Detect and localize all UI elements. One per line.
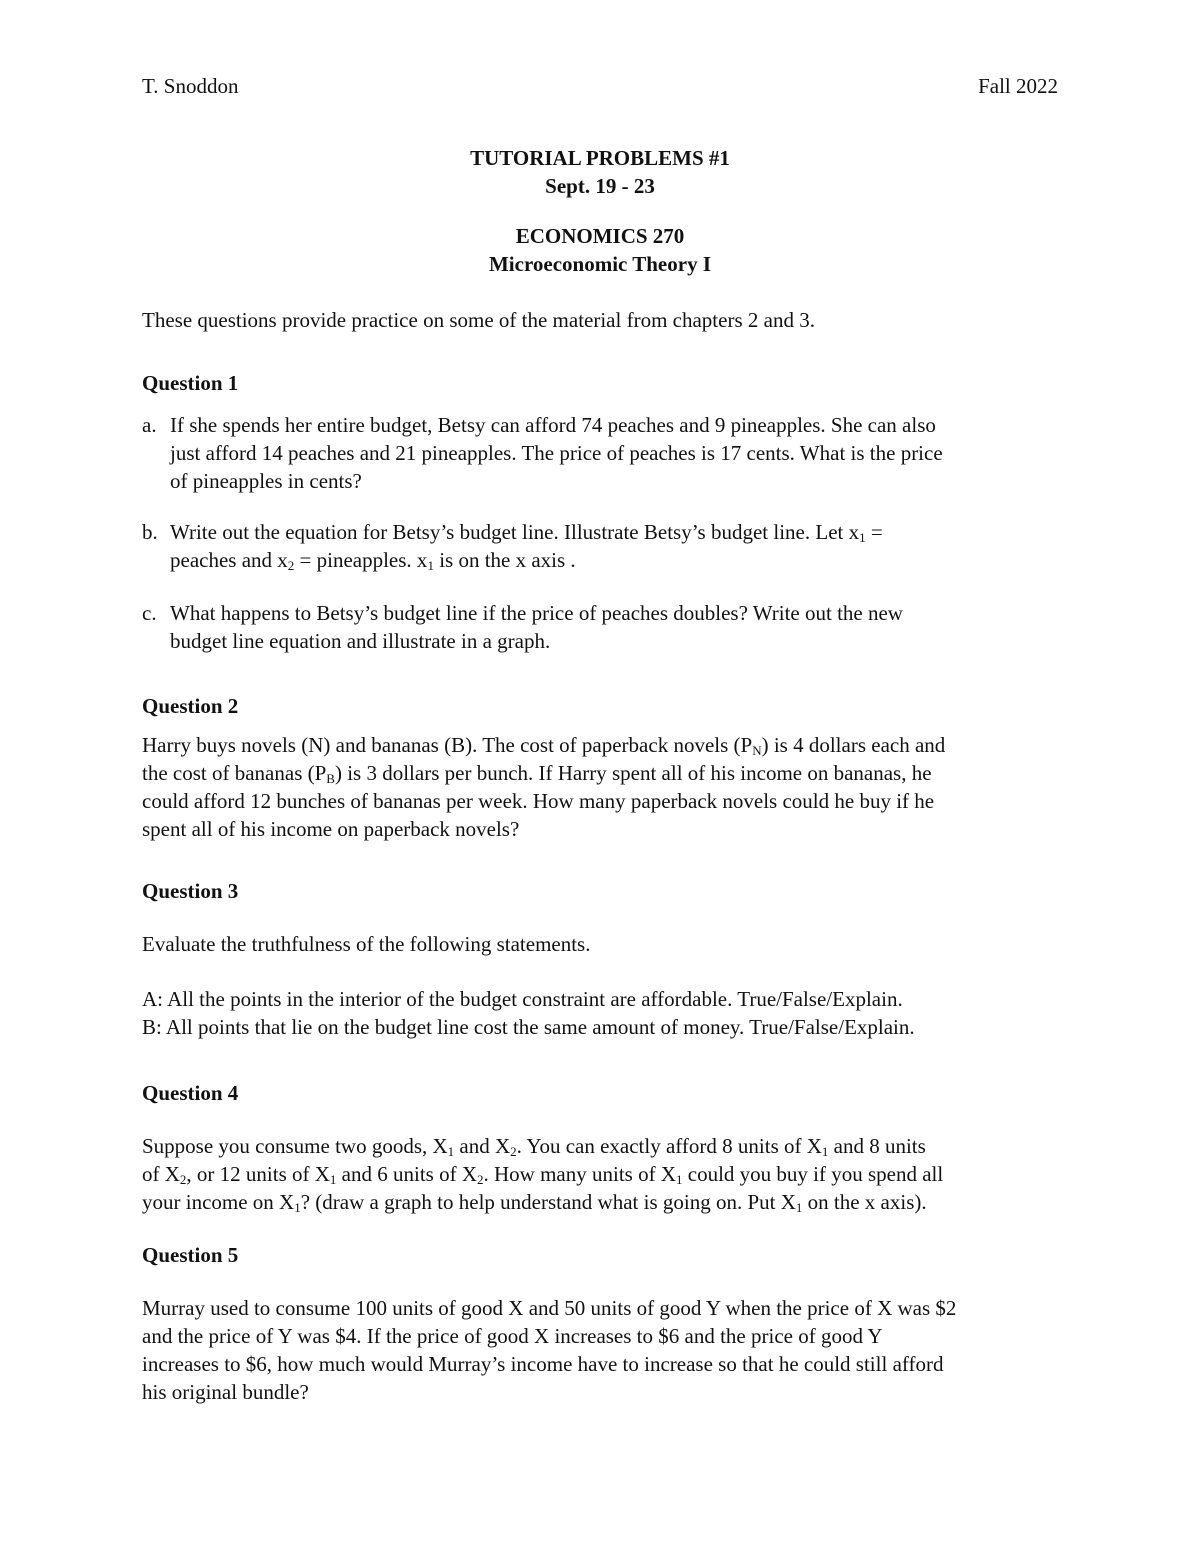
q1c-line: What happens to Betsy’s budget line if the price of peaches doubles? Write out the new xyxy=(170,601,903,625)
question-4-body: Suppose you consume two goods, $X_1$ and $X_2$. You can exactly afford 8 units of $X_1$ and 8 units of $X_2$, or 12 units of $X_1$ and 6 units of $X_2$. How many units of $X_1$ could you buy if you spend all your income on $X_1$? (draw a graph to help understand what is going on. Put $X_1$ on the x axis). xyxy=(142,1134,944,1215)
tutorial-title: TUTORIAL PROBLEMS #1 xyxy=(470,146,730,170)
question-1a xyxy=(142,411,1062,495)
statement-b: B: All points that lie on the budget line cost the same amount of money. True/False/Explain. xyxy=(142,1015,915,1039)
q1b-line: Write out the equation for Betsy’s budget line. Illustrate Betsy’s budget line. Let $x_1$ = xyxy=(170,520,883,545)
item-label: c. xyxy=(142,601,157,625)
question-5-heading: Question 5 xyxy=(142,1243,239,1267)
question-3-heading: Question 3 xyxy=(142,879,239,903)
tutorial-dates: Sept. 19 - 23 xyxy=(545,174,655,198)
course-code: ECONOMICS 270 xyxy=(515,224,685,248)
question-4-heading: Question 4 xyxy=(142,1081,239,1105)
q1a-line: If she spends her entire budget, Betsy can afford 74 peaches and 9 pineapples. She can also xyxy=(170,413,936,437)
question-1c xyxy=(142,599,1062,655)
question-1b xyxy=(142,518,1062,574)
question-2-body: Harry buys novels (N) and bananas (B). The cost of paperback novels $(P_N)$ is 4 dollars each and the cost of bananas $(P_B)$ is 3 dollars per bunch. If Harry spent all of his income on bananas, he could afford 12 bunches of bananas per week. How many paperback novels could he buy if he spent all of his income on paperback novels? xyxy=(142,733,946,841)
question-5-body: Murray used to consume 100 units of good X and 50 units of good Y when the price of X was $2 and the price of Y was $4. If the price of good X increases to $6 and the price of good Y increases to $6, how much would Murray’s income have to increase so that he could still afford his original bundle? xyxy=(142,1296,957,1404)
item-label: a. xyxy=(142,413,157,437)
term-label: Fall 2022 xyxy=(978,74,1058,98)
q1b-line: peaches and $x_2$ = pineapples. $x_1$ is on the x axis . xyxy=(170,548,576,573)
course-block xyxy=(0,222,1200,278)
item-label: b. xyxy=(142,520,158,544)
question-3-prompt: Evaluate the truthfulness of the following statements. xyxy=(142,932,591,956)
q1a-line: just afford 14 peaches and 21 pineapples. The price of peaches is 17 cents. What is the price xyxy=(170,441,943,465)
author-name: T. Snoddon xyxy=(142,74,239,98)
title-block xyxy=(0,144,1200,200)
q1a-line: of pineapples in cents? xyxy=(170,469,362,493)
q1c-line: budget line equation and illustrate in a graph. xyxy=(170,629,551,653)
question-3-statements xyxy=(142,985,1062,1041)
intro-text: These questions provide practice on some of the material from chapters 2 and 3. xyxy=(142,308,815,332)
statement-a: A: All the points in the interior of the budget constraint are affordable. True/False/Explain. xyxy=(142,987,903,1011)
question-2-heading: Question 2 xyxy=(142,694,239,718)
course-name: Microeconomic Theory I xyxy=(488,252,711,276)
question-1-heading: Question 1 xyxy=(142,371,239,395)
